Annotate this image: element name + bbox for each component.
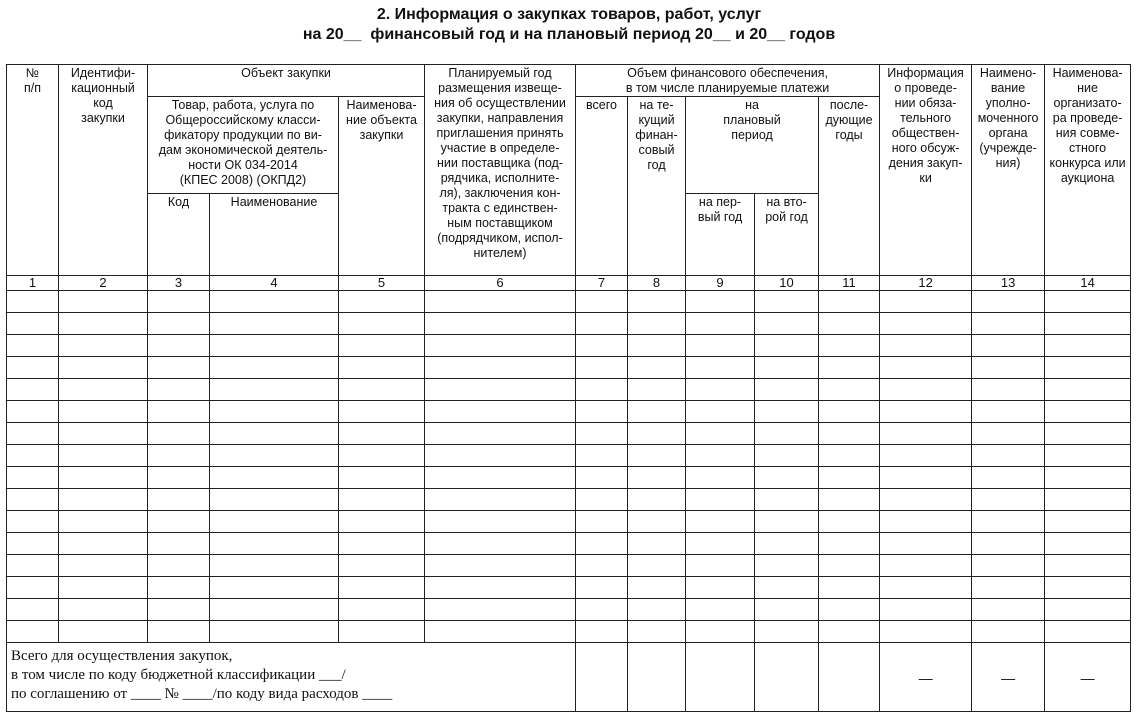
header-name: Наименование — [210, 194, 339, 276]
table-cell[interactable] — [819, 577, 880, 599]
header-procurement-object: Объект закупки — [148, 65, 425, 97]
table-cell[interactable] — [59, 467, 148, 489]
total-cell[interactable] — [576, 643, 628, 712]
column-number: 13 — [972, 276, 1045, 291]
total-cell[interactable] — [628, 643, 686, 712]
table-cell[interactable] — [880, 357, 972, 379]
table-cell[interactable] — [210, 489, 339, 511]
column-number: 14 — [1045, 276, 1131, 291]
table-cell[interactable] — [1045, 357, 1131, 379]
table-cell[interactable] — [148, 489, 210, 511]
table-cell[interactable] — [148, 555, 210, 577]
table-cell[interactable] — [576, 489, 628, 511]
table-cell[interactable] — [59, 423, 148, 445]
table-cell[interactable] — [972, 621, 1045, 643]
table-cell[interactable] — [819, 533, 880, 555]
table-cell[interactable] — [755, 621, 819, 643]
table-cell[interactable] — [686, 511, 755, 533]
table-cell[interactable] — [7, 467, 59, 489]
header-planned-year: Планируемый год размещения извеще- ния об осуществлении закупки, направления приглашения принять участие в определе- нии поставщика (под- рядчика, исполните- ля), заключения кон- тракта с единствен- ным поставщиком (подрядчиком, испол- нителем) — [425, 65, 576, 276]
table-cell[interactable] — [7, 533, 59, 555]
header-current-year: на те- кущий финан- совый год — [628, 97, 686, 276]
table-cell[interactable] — [7, 577, 59, 599]
table-cell[interactable] — [1045, 313, 1131, 335]
table-cell[interactable] — [972, 313, 1045, 335]
table-cell[interactable] — [576, 313, 628, 335]
table-cell[interactable] — [339, 291, 425, 313]
table-cell[interactable] — [880, 467, 972, 489]
column-number: 5 — [339, 276, 425, 291]
table-cell[interactable] — [819, 401, 880, 423]
table-cell[interactable] — [7, 335, 59, 357]
table-cell[interactable] — [339, 423, 425, 445]
table-row — [7, 467, 1131, 489]
header-number: № п/п — [7, 65, 59, 276]
table-cell[interactable] — [576, 445, 628, 467]
table-cell[interactable] — [755, 489, 819, 511]
table-cell[interactable] — [7, 445, 59, 467]
title-line-2: на 20__ финансовый год и на плановый период 20__ и 20__ годов — [302, 26, 836, 43]
table-cell[interactable] — [880, 577, 972, 599]
table-cell[interactable] — [880, 423, 972, 445]
header-first-year: на пер- вый год — [686, 194, 755, 276]
header-joint-organizer: Наименова- ние организато- ра проведе- ния совме- стного конкурса или аукциона — [1045, 65, 1131, 276]
table-cell[interactable] — [628, 291, 686, 313]
header-authorized-body: Наимено- вание уполно- моченного органа (учрежде- ния) — [972, 65, 1045, 276]
table-cell[interactable] — [339, 401, 425, 423]
table-row — [7, 357, 1131, 379]
table-row — [7, 379, 1131, 401]
table-cell[interactable] — [628, 335, 686, 357]
header-code: Код — [148, 194, 210, 276]
table-cell[interactable] — [755, 467, 819, 489]
table-cell[interactable] — [819, 379, 880, 401]
table-cell[interactable] — [339, 379, 425, 401]
header-identification-code: Идентифи- кационный код закупки — [59, 65, 148, 276]
table-cell[interactable] — [210, 533, 339, 555]
table-cell[interactable] — [628, 577, 686, 599]
table-cell[interactable] — [972, 401, 1045, 423]
table-cell[interactable] — [425, 357, 576, 379]
table-cell[interactable] — [628, 599, 686, 621]
table-cell[interactable] — [148, 445, 210, 467]
table-cell[interactable] — [972, 467, 1045, 489]
table-row — [7, 401, 1131, 423]
header-object-name: Наименова- ние объекта закупки — [339, 97, 425, 276]
table-cell[interactable] — [686, 599, 755, 621]
table-cell[interactable] — [59, 313, 148, 335]
table-cell[interactable] — [425, 423, 576, 445]
table-cell[interactable] — [576, 621, 628, 643]
table-cell[interactable] — [819, 489, 880, 511]
table-cell[interactable] — [1045, 511, 1131, 533]
table-row — [7, 313, 1131, 335]
table-cell[interactable] — [686, 489, 755, 511]
table-cell[interactable] — [339, 313, 425, 335]
table-cell[interactable] — [1045, 533, 1131, 555]
column-number: 10 — [755, 276, 819, 291]
table-cell[interactable] — [1045, 621, 1131, 643]
table-cell[interactable] — [972, 423, 1045, 445]
table-cell[interactable] — [576, 335, 628, 357]
table-cell[interactable] — [686, 313, 755, 335]
table-cell[interactable] — [1045, 379, 1131, 401]
table-cell[interactable] — [819, 621, 880, 643]
table-cell[interactable] — [7, 599, 59, 621]
table-cell[interactable] — [1045, 291, 1131, 313]
table-cell[interactable] — [755, 357, 819, 379]
table-cell[interactable] — [972, 489, 1045, 511]
table-cell[interactable] — [755, 335, 819, 357]
table-cell[interactable] — [210, 599, 339, 621]
table-cell[interactable] — [819, 335, 880, 357]
table-cell[interactable] — [425, 335, 576, 357]
table-cell[interactable] — [1045, 445, 1131, 467]
table-cell[interactable] — [972, 511, 1045, 533]
table-cell[interactable] — [59, 489, 148, 511]
table-cell[interactable] — [972, 555, 1045, 577]
table-cell[interactable] — [7, 489, 59, 511]
table-cell[interactable] — [210, 401, 339, 423]
table-cell[interactable] — [1045, 423, 1131, 445]
table-cell[interactable] — [148, 621, 210, 643]
table-row — [7, 577, 1131, 599]
table-cell[interactable] — [628, 357, 686, 379]
column-number: 9 — [686, 276, 755, 291]
table-cell[interactable] — [576, 555, 628, 577]
procurement-table — [6, 64, 1131, 712]
table-cell[interactable] — [425, 489, 576, 511]
table-cell[interactable] — [686, 291, 755, 313]
table-cell[interactable] — [1045, 335, 1131, 357]
table-cell[interactable] — [148, 511, 210, 533]
table-cell[interactable] — [628, 621, 686, 643]
total-label: Всего для осуществления закупок, в том числе по коду бюджетной классификации ___/ по соглашению от ____ № ____/по коду вида расходов ____ — [7, 643, 576, 712]
table-cell[interactable] — [880, 379, 972, 401]
table-cell[interactable] — [576, 379, 628, 401]
table-cell[interactable] — [755, 313, 819, 335]
table-cell[interactable] — [425, 577, 576, 599]
table-cell[interactable] — [59, 357, 148, 379]
table-cell[interactable] — [210, 621, 339, 643]
table-cell[interactable] — [148, 335, 210, 357]
table-cell[interactable] — [59, 379, 148, 401]
header-financing: Объем финансового обеспечения, в том числе планируемые платежи — [576, 65, 880, 97]
table-cell[interactable] — [686, 379, 755, 401]
table-cell[interactable] — [339, 357, 425, 379]
table-cell[interactable] — [972, 445, 1045, 467]
title-line-1: 2. Информация о закупках товаров, работ, услуг — [376, 6, 762, 23]
table-cell[interactable] — [628, 555, 686, 577]
total-cell[interactable] — [686, 643, 755, 712]
table-cell[interactable] — [755, 555, 819, 577]
column-number: 8 — [628, 276, 686, 291]
table-cell[interactable] — [425, 379, 576, 401]
table-cell[interactable] — [628, 467, 686, 489]
table-cell[interactable] — [7, 621, 59, 643]
header-later-years: после- дующие годы — [819, 97, 880, 276]
table-row — [7, 445, 1131, 467]
table-row — [7, 423, 1131, 445]
table-cell[interactable] — [755, 577, 819, 599]
table-cell[interactable] — [7, 357, 59, 379]
table-cell[interactable] — [880, 621, 972, 643]
table-cell[interactable] — [59, 511, 148, 533]
column-number: 11 — [819, 276, 880, 291]
table-cell[interactable] — [339, 599, 425, 621]
header-okpd2: Товар, работа, услуга по Общероссийскому класси- фикатору продукции по ви- дам экономической деятель- ности ОК 034-2014 (КПЕС 2008) (ОКПД2) — [148, 97, 339, 194]
table-cell[interactable] — [148, 357, 210, 379]
table-cell[interactable] — [755, 379, 819, 401]
table-cell[interactable] — [628, 423, 686, 445]
table-cell[interactable] — [7, 313, 59, 335]
table-cell[interactable] — [628, 511, 686, 533]
table-cell[interactable] — [628, 489, 686, 511]
table-cell[interactable] — [7, 291, 59, 313]
table-cell[interactable] — [339, 555, 425, 577]
table-cell[interactable] — [686, 577, 755, 599]
table-cell[interactable] — [148, 291, 210, 313]
table-cell[interactable] — [59, 621, 148, 643]
table-cell[interactable] — [425, 599, 576, 621]
table-cell[interactable] — [576, 401, 628, 423]
table-cell[interactable] — [59, 335, 148, 357]
table-cell[interactable] — [628, 445, 686, 467]
table-cell[interactable] — [7, 555, 59, 577]
table-cell[interactable] — [59, 291, 148, 313]
column-number: 7 — [576, 276, 628, 291]
header-planned-period: на плановый период — [686, 97, 819, 194]
table-cell[interactable] — [880, 489, 972, 511]
table-cell[interactable] — [972, 335, 1045, 357]
table-cell[interactable] — [1045, 467, 1131, 489]
table-cell[interactable] — [686, 555, 755, 577]
table-row — [7, 291, 1131, 313]
empty-data-rows — [7, 291, 1131, 643]
table-cell[interactable] — [880, 511, 972, 533]
table-cell[interactable] — [686, 533, 755, 555]
table-cell[interactable] — [972, 533, 1045, 555]
table-cell[interactable] — [7, 379, 59, 401]
table-cell[interactable] — [339, 467, 425, 489]
table-row — [7, 621, 1131, 643]
table-cell[interactable] — [972, 357, 1045, 379]
table-cell[interactable] — [686, 423, 755, 445]
table-cell[interactable] — [819, 423, 880, 445]
header-public-discussion: Информация о проведе- нии обяза- тельного обществен- ного обсуж- дения закуп- ки — [880, 65, 972, 276]
table-cell[interactable] — [210, 335, 339, 357]
table-row — [7, 555, 1131, 577]
table-cell[interactable] — [425, 555, 576, 577]
column-number: 12 — [880, 276, 972, 291]
table-cell[interactable] — [339, 533, 425, 555]
table-cell[interactable] — [425, 511, 576, 533]
table-cell[interactable] — [210, 445, 339, 467]
total-dash: — — [880, 643, 972, 712]
table-cell[interactable] — [148, 379, 210, 401]
table-cell[interactable] — [1045, 555, 1131, 577]
table-cell[interactable] — [59, 599, 148, 621]
table-cell[interactable] — [59, 555, 148, 577]
table-cell[interactable] — [148, 577, 210, 599]
table-cell[interactable] — [210, 313, 339, 335]
table-cell[interactable] — [1045, 577, 1131, 599]
table-cell[interactable] — [148, 533, 210, 555]
table-cell[interactable] — [628, 313, 686, 335]
table-cell[interactable] — [755, 291, 819, 313]
table-row — [7, 511, 1131, 533]
table-cell[interactable] — [210, 379, 339, 401]
table-cell[interactable] — [425, 313, 576, 335]
table-cell[interactable] — [210, 511, 339, 533]
total-cell[interactable] — [755, 643, 819, 712]
table-cell[interactable] — [628, 401, 686, 423]
table-cell[interactable] — [148, 599, 210, 621]
table-cell[interactable] — [210, 357, 339, 379]
table-cell[interactable] — [755, 423, 819, 445]
table-cell[interactable] — [339, 577, 425, 599]
table-cell[interactable] — [1045, 599, 1131, 621]
total-dash: — — [972, 643, 1045, 712]
table-cell[interactable] — [576, 577, 628, 599]
header-total: всего — [576, 97, 628, 276]
table-cell[interactable] — [880, 335, 972, 357]
table-cell[interactable] — [425, 291, 576, 313]
table-cell[interactable] — [576, 467, 628, 489]
table-cell[interactable] — [686, 335, 755, 357]
table-cell[interactable] — [819, 291, 880, 313]
table-cell[interactable] — [576, 599, 628, 621]
table-row — [7, 335, 1131, 357]
table-cell[interactable] — [339, 621, 425, 643]
table-cell[interactable] — [425, 621, 576, 643]
table-cell[interactable] — [59, 577, 148, 599]
table-cell[interactable] — [880, 291, 972, 313]
table-cell[interactable] — [686, 445, 755, 467]
table-cell[interactable] — [148, 313, 210, 335]
table-cell[interactable] — [576, 533, 628, 555]
total-cell[interactable] — [819, 643, 880, 712]
table-cell[interactable] — [59, 401, 148, 423]
table-cell[interactable] — [425, 445, 576, 467]
table-cell[interactable] — [576, 423, 628, 445]
table-cell[interactable] — [425, 401, 576, 423]
table-cell[interactable] — [210, 467, 339, 489]
table-cell[interactable] — [339, 511, 425, 533]
column-number: 6 — [425, 276, 576, 291]
table-cell[interactable] — [628, 379, 686, 401]
table-row — [7, 599, 1131, 621]
table-cell[interactable] — [210, 555, 339, 577]
table-cell[interactable] — [576, 357, 628, 379]
table-cell[interactable] — [339, 445, 425, 467]
table-cell[interactable] — [972, 379, 1045, 401]
table-cell[interactable] — [880, 313, 972, 335]
table-cell[interactable] — [819, 445, 880, 467]
table-cell[interactable] — [576, 291, 628, 313]
table-cell[interactable] — [755, 401, 819, 423]
table-cell[interactable] — [339, 489, 425, 511]
table-cell[interactable] — [972, 291, 1045, 313]
table-cell[interactable] — [425, 467, 576, 489]
table-cell[interactable] — [628, 533, 686, 555]
column-number: 4 — [210, 276, 339, 291]
table-cell[interactable] — [880, 401, 972, 423]
table-cell[interactable] — [755, 445, 819, 467]
total-dash: — — [1045, 643, 1131, 712]
table-cell[interactable] — [210, 291, 339, 313]
table-cell[interactable] — [339, 335, 425, 357]
table-cell[interactable] — [880, 599, 972, 621]
column-number-row — [7, 276, 1131, 291]
table-cell[interactable] — [686, 467, 755, 489]
table-cell[interactable] — [755, 511, 819, 533]
table-cell[interactable] — [819, 467, 880, 489]
table-cell[interactable] — [148, 467, 210, 489]
table-cell[interactable] — [576, 511, 628, 533]
table-cell[interactable] — [880, 555, 972, 577]
table-cell[interactable] — [880, 445, 972, 467]
table-cell[interactable] — [819, 511, 880, 533]
table-cell[interactable] — [148, 423, 210, 445]
table-cell[interactable] — [819, 599, 880, 621]
table-cell[interactable] — [59, 533, 148, 555]
table-cell[interactable] — [686, 357, 755, 379]
table-row — [7, 489, 1131, 511]
table-cell[interactable] — [210, 577, 339, 599]
header-second-year: на вто- рой год — [755, 194, 819, 276]
column-number: 1 — [7, 276, 59, 291]
table-cell[interactable] — [686, 401, 755, 423]
total-row — [7, 643, 1131, 712]
table-cell[interactable] — [972, 577, 1045, 599]
table-cell[interactable] — [755, 599, 819, 621]
table-row — [7, 533, 1131, 555]
column-number: 2 — [59, 276, 148, 291]
table-cell[interactable] — [59, 445, 148, 467]
column-number: 3 — [148, 276, 210, 291]
table-cell[interactable] — [686, 621, 755, 643]
form-title — [0, 5, 1138, 45]
table-cell[interactable] — [755, 533, 819, 555]
table-cell[interactable] — [972, 599, 1045, 621]
table-cell[interactable] — [819, 313, 880, 335]
table-cell[interactable] — [880, 533, 972, 555]
table-cell[interactable] — [1045, 489, 1131, 511]
table-cell[interactable] — [148, 401, 210, 423]
table-cell[interactable] — [7, 511, 59, 533]
table-cell[interactable] — [819, 357, 880, 379]
table-cell[interactable] — [1045, 401, 1131, 423]
table-cell[interactable] — [819, 555, 880, 577]
table-cell[interactable] — [210, 423, 339, 445]
table-cell[interactable] — [425, 533, 576, 555]
table-cell[interactable] — [7, 401, 59, 423]
table-cell[interactable] — [7, 423, 59, 445]
